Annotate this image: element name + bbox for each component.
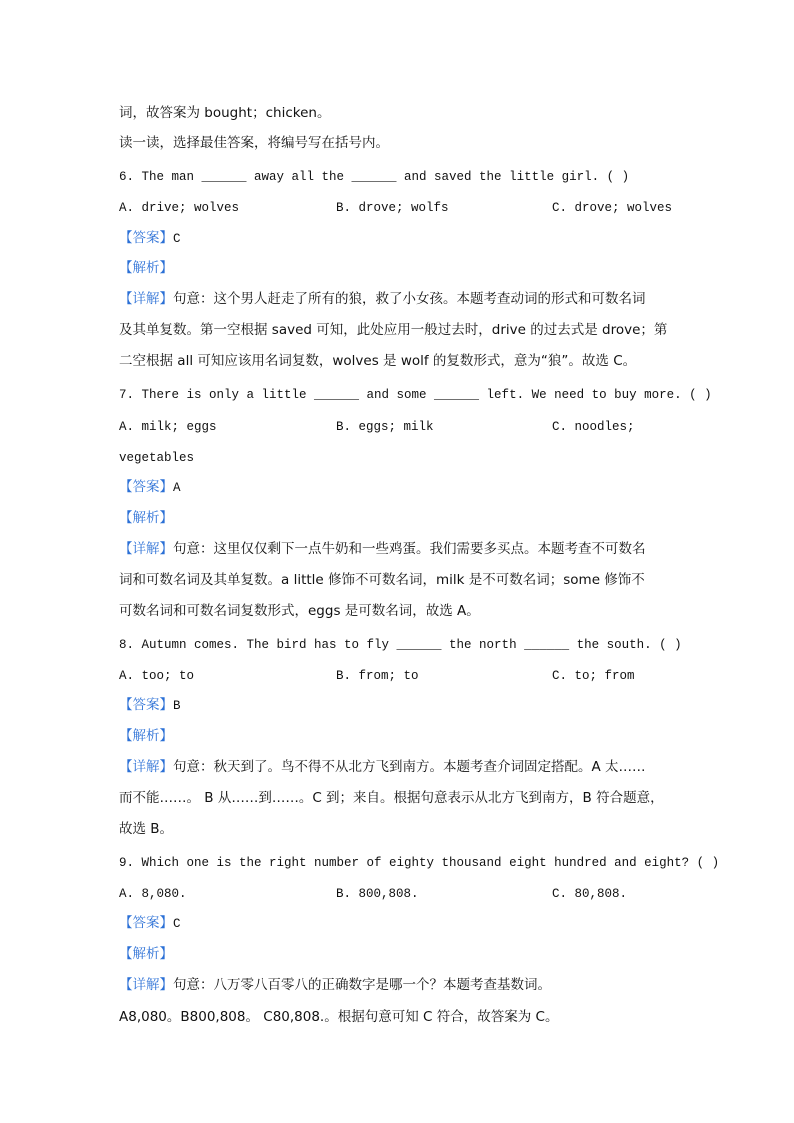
question-6-stem: 6. The man ______ away all the ______ and saved the little girl. ( ) (119, 170, 630, 184)
question-8-answer (119, 696, 181, 715)
question-8-option-a: A. too; to (119, 669, 195, 683)
question-7-option-a: A. milk; eggs (119, 420, 217, 434)
intro-line-2: 读一读，选择最佳答案，将编号写在括号内。 (119, 135, 389, 151)
question-9-detail-line-1 (119, 976, 551, 995)
question-9-option-c: C. 80,808. (552, 887, 628, 901)
answer-tag: 【答案】 (119, 915, 173, 931)
answer-value: C (173, 917, 181, 931)
detail-text: 句意：这个男人赶走了所有的狼，救了小女孩。本题考查动词的形式和可数名词 (173, 291, 646, 307)
question-6-option-c: C. drove; wolves (552, 201, 673, 215)
detail-tag: 【详解】 (119, 541, 173, 557)
question-9-answer (119, 914, 181, 933)
question-6-detail-line-3: 二空根据 all 可知应该用名词复数，wolves 是 wolf 的复数形式，意为“狼”。故选 C。 (119, 353, 637, 369)
question-6-answer (119, 229, 181, 248)
intro-line-1: 词，故答案为 bought；chicken。 (119, 105, 331, 121)
question-9-option-b: B. 800,808. (336, 887, 419, 901)
question-9-option-a: A. 8,080. (119, 887, 187, 901)
question-8-analysis-tag: 【解析】 (119, 728, 173, 744)
question-6-detail-line-2: 及其单复数。第一空根据 saved 可知，此处应用一般过去时，drive 的过去式是 drove；第 (119, 322, 668, 338)
question-8-option-b: B. from; to (336, 669, 419, 683)
question-6-option-b: B. drove; wolfs (336, 201, 449, 215)
question-7-answer (119, 478, 181, 497)
question-7-stem: 7. There is only a little ______ and some ______ left. We need to buy more. ( ) (119, 388, 712, 402)
question-6-detail-line-1 (119, 290, 646, 309)
question-8-stem: 8. Autumn comes. The bird has to fly ______ the north ______ the south. ( ) (119, 638, 682, 652)
detail-tag: 【详解】 (119, 977, 173, 993)
answer-tag: 【答案】 (119, 479, 173, 495)
detail-text: 句意：这里仅仅剩下一点牛奶和一些鸡蛋。我们需要多买点。本题考查不可数名 (173, 541, 646, 557)
answer-value: C (173, 232, 181, 246)
question-8-detail-line-2: 而不能……。 B 从……到……。C 到；来自。根据句意表示从北方飞到南方，B 符合题意， (119, 790, 664, 806)
question-7-detail-line-1 (119, 540, 646, 559)
answer-tag: 【答案】 (119, 230, 173, 246)
question-8-option-c: C. to; from (552, 669, 635, 683)
detail-tag: 【详解】 (119, 291, 173, 307)
detail-tag: 【详解】 (119, 759, 173, 775)
detail-text: 句意：秋天到了。鸟不得不从北方飞到南方。本题考查介词固定搭配。A 太…… (173, 759, 646, 775)
answer-tag: 【答案】 (119, 697, 173, 713)
answer-value: B (173, 699, 181, 713)
question-8-detail-line-1 (119, 758, 646, 777)
answer-value: A (173, 481, 181, 495)
question-9-analysis-tag: 【解析】 (119, 946, 173, 962)
question-6-analysis-tag: 【解析】 (119, 260, 173, 276)
question-7-detail-line-3: 可数名词和可数名词复数形式，eggs 是可数名词，故选 A。 (119, 603, 480, 619)
question-7-option-c-wrap: vegetables (119, 451, 195, 465)
question-7-analysis-tag: 【解析】 (119, 510, 173, 526)
question-7-option-c: C. noodles; (552, 420, 635, 434)
detail-text: 句意：八万零八百零八的正确数字是哪一个？本题考查基数词。 (173, 977, 551, 993)
question-9-stem: 9. Which one is the right number of eighty thousand eight hundred and eight? ( ) (119, 856, 720, 870)
question-9-detail-line-2: A8,080。B800,808。 C80,808.。根据句意可知 C 符合，故答案为 C。 (119, 1009, 559, 1025)
question-8-detail-line-3: 故选 B。 (119, 821, 174, 837)
question-7-detail-line-2: 词和可数名词及其单复数。a little 修饰不可数名词，milk 是不可数名词；some 修饰不 (119, 572, 645, 588)
question-7-option-b: B. eggs; milk (336, 420, 434, 434)
question-6-option-a: A. drive; wolves (119, 201, 240, 215)
